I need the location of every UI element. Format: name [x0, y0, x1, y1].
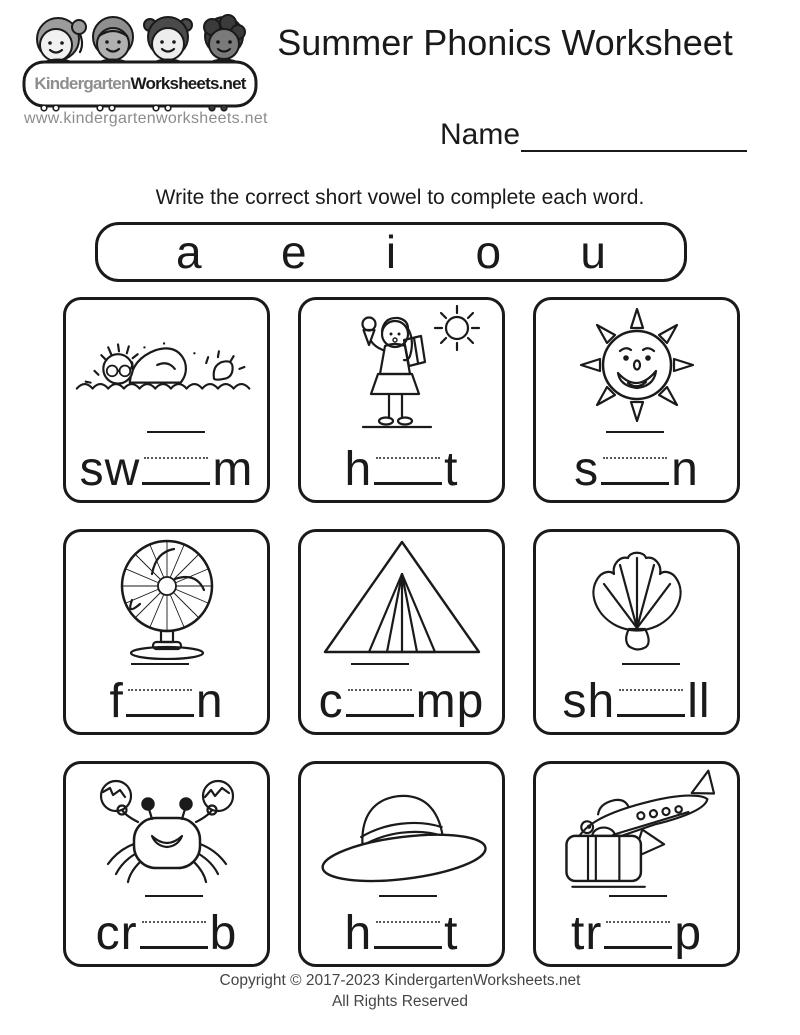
word-prefix: h [344, 907, 373, 960]
word-suffix: t [444, 443, 459, 496]
word-sun [536, 431, 737, 494]
exercise-card-sun [533, 297, 740, 503]
card-picture [306, 536, 497, 658]
site-url: www.kindergartenworksheets.net [24, 110, 268, 127]
copyright-line: Copyright © 2017-2023 KindergartenWorksheets.net [219, 972, 581, 989]
word-suffix: m [212, 443, 254, 496]
word-suffix: b [209, 907, 238, 960]
card-picture [71, 304, 262, 426]
word-suffix: n [671, 443, 699, 496]
exercise-card-shell [533, 529, 740, 735]
card-picture [306, 304, 497, 444]
word-suffix: mp [415, 675, 485, 728]
exercise-card-camp [298, 529, 505, 735]
instruction-text: Write the correct short vowel to complete each word. [155, 186, 645, 209]
word-shell [536, 663, 737, 726]
word-prefix: cr [95, 907, 138, 960]
word-crab [66, 895, 267, 958]
word-prefix: tr [570, 907, 603, 960]
vowel-e: e [280, 226, 307, 278]
word-suffix: p [674, 907, 703, 960]
copyright-footer [0, 971, 800, 1013]
kindergartenworksheets-logo [10, 12, 260, 112]
word-prefix: h [344, 443, 373, 496]
vowel-blank-hot[interactable] [376, 431, 440, 485]
exercise-card-crab [63, 761, 270, 967]
word-suffix: n [195, 675, 224, 728]
word-swim [66, 431, 267, 494]
exercise-card-swim [63, 297, 270, 503]
word-fan [66, 663, 267, 726]
word-hat [301, 895, 502, 958]
card-picture [71, 536, 262, 658]
vowel-a: a [176, 226, 202, 278]
card-picture [306, 768, 497, 890]
vowel-blank-swim[interactable] [144, 431, 208, 485]
name-label: Name [440, 118, 521, 151]
word-prefix: f [109, 675, 124, 728]
word-suffix: t [444, 907, 459, 960]
sun-icon [542, 302, 732, 428]
exercise-card-hot [298, 297, 505, 503]
page-title: Summer Phonics Worksheet [277, 22, 733, 63]
hat-icon [307, 766, 497, 892]
vowel-blank-hat[interactable] [376, 895, 440, 949]
name-blank-line[interactable] [521, 116, 747, 152]
vowel-u: u [580, 226, 606, 278]
word-trip [536, 895, 737, 958]
word-prefix: c [318, 675, 344, 728]
exercise-grid [63, 297, 740, 967]
logo-brand-part2: Worksheets.net [130, 74, 246, 93]
vowel-blank-camp[interactable] [348, 663, 412, 717]
word-prefix: sh [562, 675, 616, 728]
vowel-blank-fan[interactable] [128, 663, 192, 717]
vowel-blank-crab[interactable] [142, 895, 206, 949]
vowel-blank-shell[interactable] [619, 663, 683, 717]
tent-icon [307, 534, 497, 660]
shell-icon [542, 534, 732, 660]
swimmer-icon [71, 303, 262, 427]
vowel-o: o [475, 226, 502, 278]
exercise-card-fan [63, 529, 270, 735]
word-camp [301, 663, 502, 726]
name-row [440, 116, 747, 152]
crab-icon [72, 766, 262, 892]
hot-day-girl-icon [307, 304, 497, 444]
word-prefix: sw [79, 443, 141, 496]
vowel-i: i [385, 226, 397, 278]
card-picture [541, 536, 732, 658]
logo-brand-part1: Kindergarten [34, 74, 131, 93]
vowel-blank-trip[interactable] [606, 895, 670, 949]
word-hot [301, 431, 502, 494]
card-picture [71, 768, 262, 890]
word-prefix: s [574, 443, 600, 496]
word-suffix: ll [687, 675, 711, 728]
vowel-bank-box [95, 222, 687, 282]
logo-wordmark [24, 62, 256, 106]
exercise-card-hat [298, 761, 505, 967]
airplane-suitcase-icon [541, 766, 732, 892]
exercise-card-trip [533, 761, 740, 967]
card-picture [541, 768, 732, 890]
rights-line: All Rights Reserved [331, 992, 469, 1010]
fan-icon [72, 534, 262, 660]
card-picture [541, 304, 732, 426]
vowel-blank-sun[interactable] [603, 431, 667, 485]
